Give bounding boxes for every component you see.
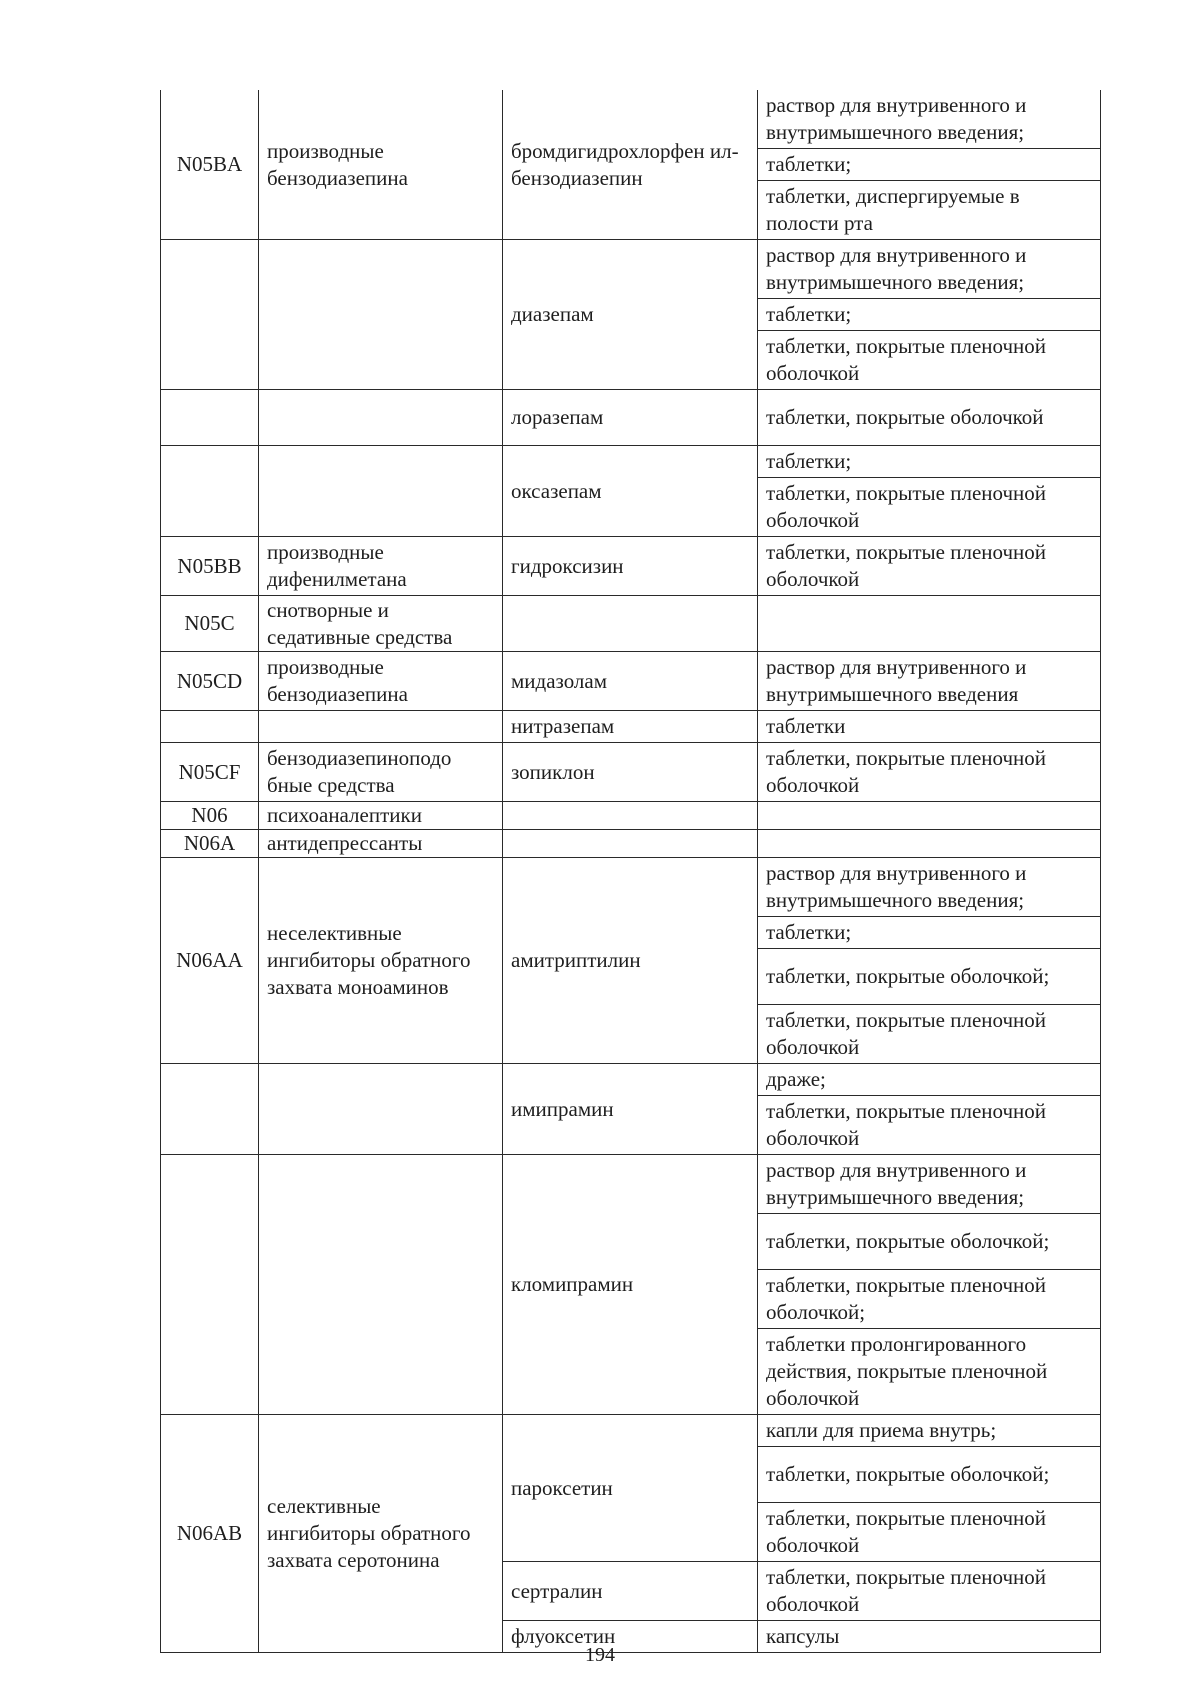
dosage-form-cell: раствор для внутривенного и внутримышечного введения; xyxy=(758,1155,1101,1214)
dosage-form-cell: раствор для внутривенного и внутримышечного введения; xyxy=(758,90,1101,149)
atc-code-cell: N05BB xyxy=(161,537,259,596)
drug-name-cell: лоразепам xyxy=(503,390,758,446)
drug-name-cell: пароксетин xyxy=(503,1415,758,1562)
drug-table-body xyxy=(161,90,1101,1653)
atc-code-cell: N05CF xyxy=(161,743,259,802)
dosage-form-cell: таблетки, покрытые пленочной оболочкой xyxy=(758,1096,1101,1155)
drug-name-cell: нитразепам xyxy=(503,711,758,743)
table-row xyxy=(161,446,1101,478)
anatomical-group-cell: бензодиазепиноподо бные средства xyxy=(259,743,503,802)
dosage-form-cell: таблетки xyxy=(758,711,1101,743)
dosage-form-cell: капсулы xyxy=(758,1621,1101,1653)
dosage-form-cell: таблетки, покрытые пленочной оболочкой xyxy=(758,1503,1101,1562)
table-row xyxy=(161,240,1101,299)
drug-name-cell: имипрамин xyxy=(503,1064,758,1155)
dosage-form-cell: таблетки, покрытые оболочкой; xyxy=(758,1447,1101,1503)
drug-name-cell: сертралин xyxy=(503,1562,758,1621)
atc-code-cell xyxy=(161,446,259,537)
dosage-form-cell: таблетки, покрытые пленочной оболочкой xyxy=(758,743,1101,802)
anatomical-group-cell xyxy=(259,711,503,743)
dosage-form-cell: таблетки, покрытые оболочкой; xyxy=(758,949,1101,1005)
anatomical-group-cell: производные дифенилметана xyxy=(259,537,503,596)
table-row xyxy=(161,1415,1101,1447)
table-row xyxy=(161,652,1101,711)
dosage-form-cell: таблетки, покрытые пленочной оболочкой xyxy=(758,537,1101,596)
page-number: 194 xyxy=(585,1644,615,1666)
table-row xyxy=(161,537,1101,596)
table-row xyxy=(161,1155,1101,1214)
atc-code-cell: N05C xyxy=(161,596,259,652)
anatomical-group-cell xyxy=(259,1155,503,1415)
drug-name-cell: кломипрамин xyxy=(503,1155,758,1415)
atc-code-cell xyxy=(161,1155,259,1415)
dosage-form-cell: таблетки, покрытые пленочной оболочкой; xyxy=(758,1270,1101,1329)
table-row xyxy=(161,858,1101,917)
drug-name-cell: диазепам xyxy=(503,240,758,390)
table-row xyxy=(161,596,1101,652)
dosage-form-cell xyxy=(758,596,1101,652)
dosage-form-cell: драже; xyxy=(758,1064,1101,1096)
anatomical-group-cell: психоаналептики xyxy=(259,802,503,830)
table-row xyxy=(161,1064,1101,1096)
dosage-form-cell xyxy=(758,830,1101,858)
atc-code-cell xyxy=(161,1064,259,1155)
dosage-form-cell: таблетки, диспергируемые в полости рта xyxy=(758,181,1101,240)
drug-name-cell xyxy=(503,596,758,652)
table-row xyxy=(161,743,1101,802)
drug-name-cell: флуоксетин xyxy=(503,1621,758,1653)
dosage-form-cell: таблетки, покрытые оболочкой; xyxy=(758,1214,1101,1270)
anatomical-group-cell: производные бензодиазепина xyxy=(259,90,503,240)
dosage-form-cell xyxy=(758,802,1101,830)
table-row xyxy=(161,830,1101,858)
anatomical-group-cell xyxy=(259,390,503,446)
atc-code-cell: N05BA xyxy=(161,90,259,240)
drug-name-cell xyxy=(503,830,758,858)
anatomical-group-cell: снотворные и седативные средства xyxy=(259,596,503,652)
atc-code-cell: N06AB xyxy=(161,1415,259,1653)
drug-name-cell: зопиклон xyxy=(503,743,758,802)
table-row xyxy=(161,390,1101,446)
atc-code-cell: N05CD xyxy=(161,652,259,711)
dosage-form-cell: капли для приема внутрь; xyxy=(758,1415,1101,1447)
anatomical-group-cell: антидепрессанты xyxy=(259,830,503,858)
anatomical-group-cell: селективные ингибиторы обратного захвата серотонина xyxy=(259,1415,503,1653)
dosage-form-cell: таблетки, покрытые пленочной оболочкой xyxy=(758,1562,1101,1621)
dosage-form-cell: таблетки, покрытые пленочной оболочкой xyxy=(758,1005,1101,1064)
drug-table xyxy=(160,90,1101,1653)
drug-name-cell: бромдигидрохлорфен ил-бензодиазепин xyxy=(503,90,758,240)
dosage-form-cell: таблетки, покрытые пленочной оболочкой xyxy=(758,331,1101,390)
drug-name-cell: мидазолам xyxy=(503,652,758,711)
dosage-form-cell: таблетки, покрытые пленочной оболочкой xyxy=(758,478,1101,537)
dosage-form-cell: таблетки; xyxy=(758,299,1101,331)
dosage-form-cell: раствор для внутривенного и внутримышечного введения; xyxy=(758,858,1101,917)
table-row xyxy=(161,711,1101,743)
dosage-form-cell: таблетки; xyxy=(758,446,1101,478)
atc-code-cell: N06AA xyxy=(161,858,259,1064)
dosage-form-cell: таблетки; xyxy=(758,149,1101,181)
atc-code-cell xyxy=(161,240,259,390)
drug-name-cell xyxy=(503,802,758,830)
drug-name-cell: гидроксизин xyxy=(503,537,758,596)
anatomical-group-cell xyxy=(259,240,503,390)
dosage-form-cell: таблетки; xyxy=(758,917,1101,949)
anatomical-group-cell: неселективные ингибиторы обратного захвата моноаминов xyxy=(259,858,503,1064)
dosage-form-cell: раствор для внутривенного и внутримышечного введения xyxy=(758,652,1101,711)
anatomical-group-cell: производные бензодиазепина xyxy=(259,652,503,711)
table-row xyxy=(161,90,1101,149)
dosage-form-cell: таблетки, покрытые оболочкой xyxy=(758,390,1101,446)
atc-code-cell xyxy=(161,390,259,446)
atc-code-cell: N06 xyxy=(161,802,259,830)
atc-code-cell: N06A xyxy=(161,830,259,858)
anatomical-group-cell xyxy=(259,1064,503,1155)
table-row xyxy=(161,802,1101,830)
dosage-form-cell: таблетки пролонгированного действия, покрытые пленочной оболочкой xyxy=(758,1329,1101,1415)
anatomical-group-cell xyxy=(259,446,503,537)
drug-name-cell: оксазепам xyxy=(503,446,758,537)
atc-code-cell xyxy=(161,711,259,743)
drug-name-cell: амитриптилин xyxy=(503,858,758,1064)
dosage-form-cell: раствор для внутривенного и внутримышечного введения; xyxy=(758,240,1101,299)
